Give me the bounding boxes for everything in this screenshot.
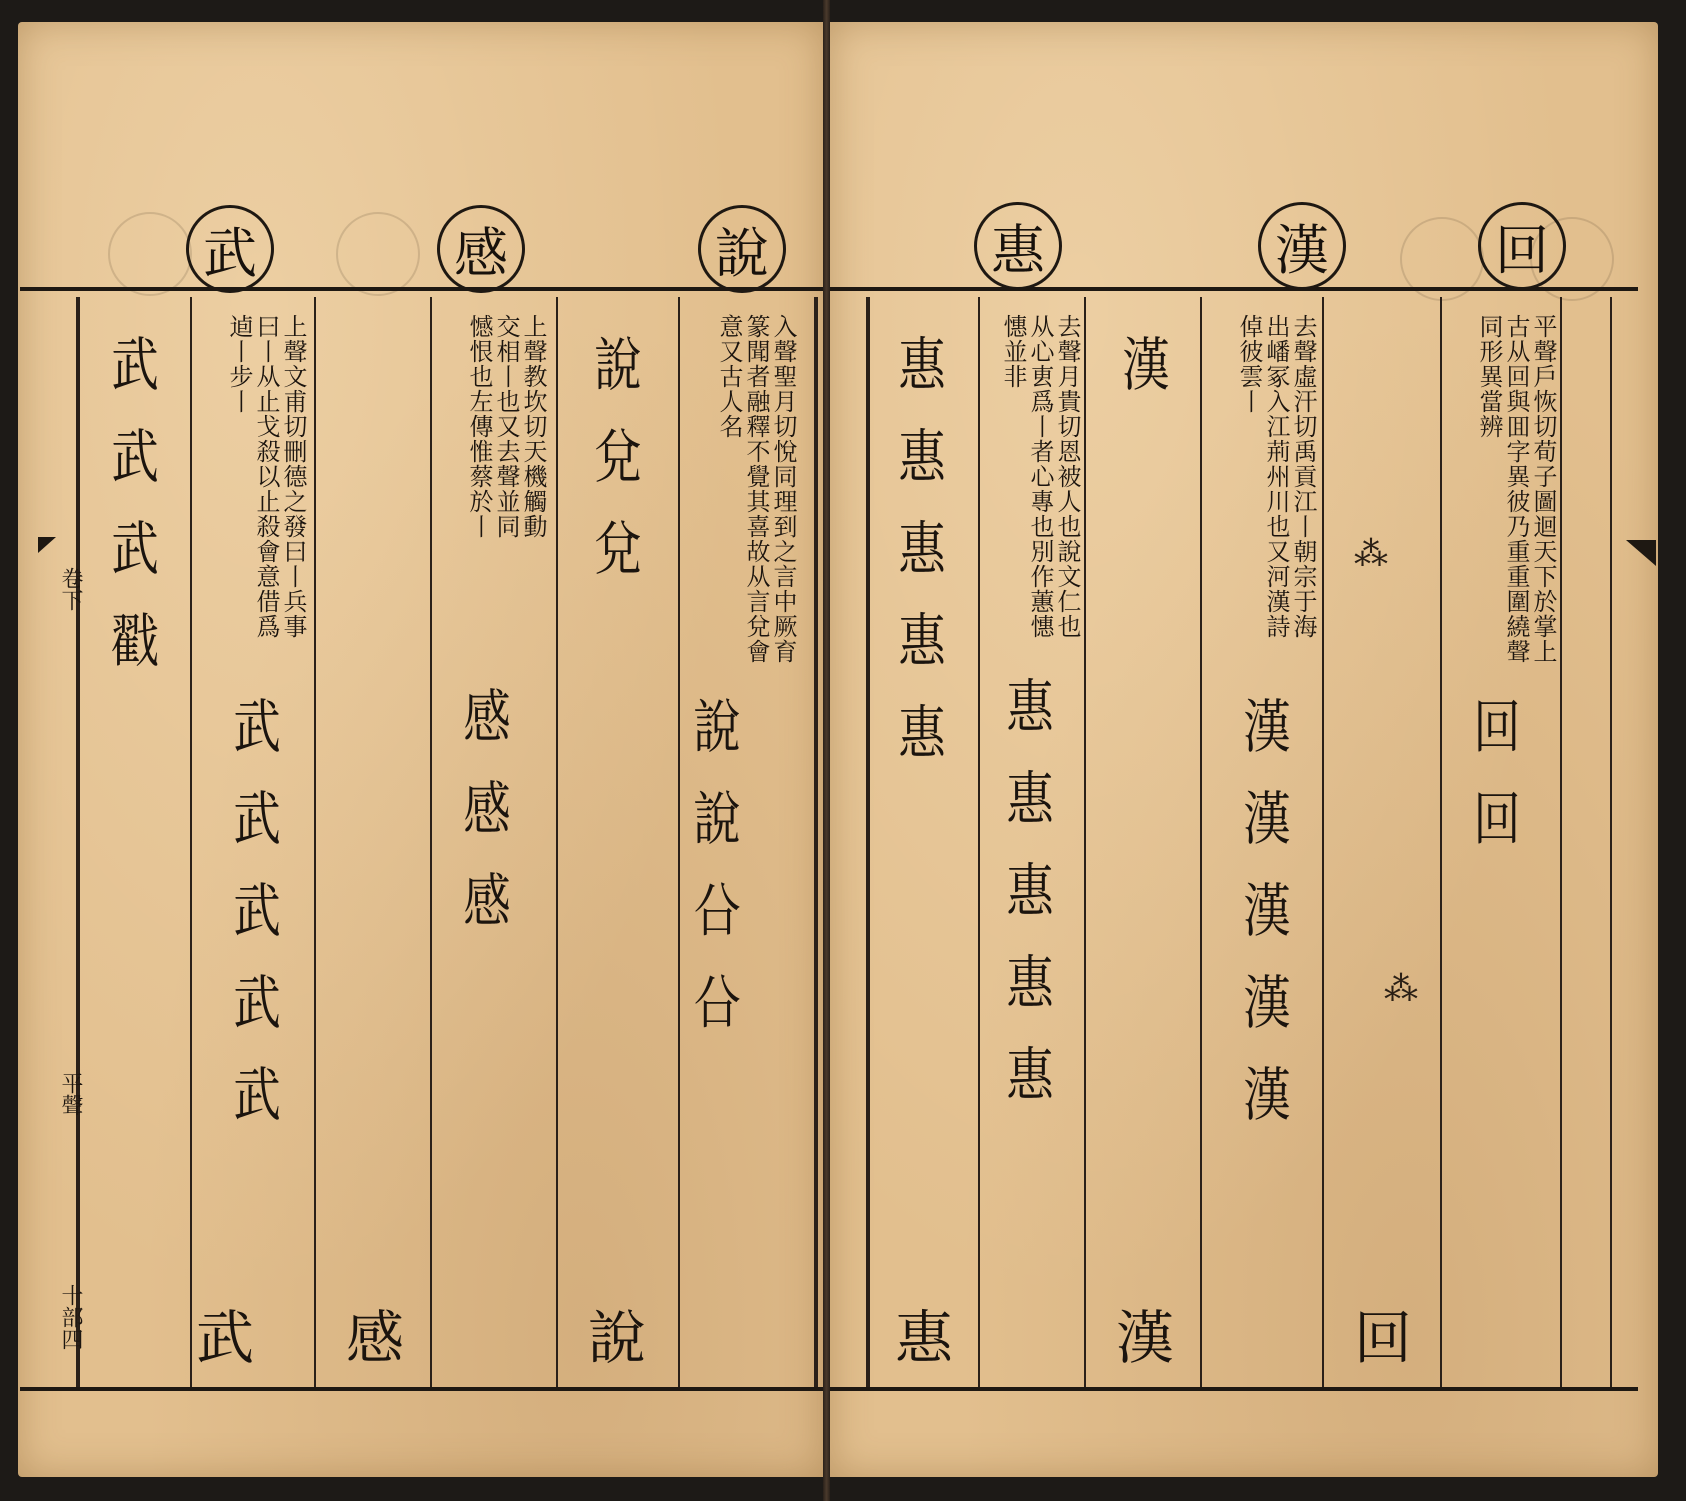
entry-column [1202, 314, 1320, 1381]
bottom-rule [20, 1387, 823, 1391]
seal-glyph: 戳 [111, 607, 159, 675]
seal-variants [578, 332, 658, 582]
seal-glyph: 惠 [898, 331, 946, 399]
bottom-rule [830, 1387, 1638, 1391]
seal-glyph: 武 [233, 693, 281, 761]
heading-circle-hui-return: 回 [1478, 202, 1566, 290]
seal-glyph: 武 [233, 877, 281, 945]
folio-juan: 卷下 [58, 567, 83, 611]
seal-glyph: 說 [693, 693, 741, 761]
seal-glyph: 武 [233, 785, 281, 853]
tail-seal-glyph: 感 [345, 1304, 404, 1372]
seal-glyph: 惠 [898, 699, 946, 767]
seal-glyph: 惠 [1006, 765, 1054, 833]
entry-column [980, 314, 1084, 1381]
seal-glyph: 武 [233, 1061, 281, 1129]
seal-glyph: 說 [594, 331, 642, 399]
heading-circle-wu: 武 [186, 205, 274, 293]
bleed-through-circle [336, 212, 420, 296]
tail-seal-glyph: 漢 [1115, 1304, 1174, 1372]
seal-glyph: 惠 [1006, 1041, 1054, 1109]
annotation-text: 去聲月貴切恩被人也說文仁也从心叀爲丨者心專也別作蕙憓憓並非 [999, 314, 1081, 639]
seal-glyph: 武 [111, 331, 159, 399]
ink-smudge: ⁂ [1384, 969, 1418, 1009]
seal-glyph: 漢 [1243, 969, 1291, 1037]
seal-glyph: 惠 [1006, 949, 1054, 1017]
ink-smudge: ⁂ [1354, 534, 1388, 574]
entry-column [682, 314, 800, 1381]
tail-seal-glyph: 回 [1353, 1304, 1412, 1372]
seal-glyph: 漢 [1243, 785, 1291, 853]
seal-glyph: 漢 [1243, 693, 1291, 761]
seal-variants [442, 684, 532, 934]
entry-column [1324, 314, 1442, 1381]
column-rule [814, 297, 818, 1387]
seal-glyph: 漢 [1243, 1061, 1291, 1129]
entry-column [870, 314, 978, 1381]
left-page [18, 22, 823, 1477]
tail-seal-glyph: 說 [587, 1304, 646, 1372]
top-rule [830, 287, 1638, 291]
seal-glyph: 感 [463, 683, 511, 751]
column-rule [678, 297, 680, 1387]
seal-glyph: 武 [111, 515, 159, 583]
seal-variants [1452, 694, 1542, 852]
seal-variants [990, 674, 1070, 1108]
seal-glyph: 惠 [1006, 673, 1054, 741]
seal-glyph: 㕣 [693, 969, 741, 1037]
tail-seal-glyph: 惠 [894, 1304, 953, 1372]
right-page [830, 22, 1658, 1477]
fishtail-mark [1626, 540, 1656, 566]
heading-circle-gan: 感 [437, 205, 525, 293]
fishtail-mark [38, 537, 56, 553]
annotation-text: 上聲文甫切刪德之發曰丨兵事曰丨从止戈殺以止殺會意借爲逌丨步丨 [225, 314, 307, 639]
tail-seal-glyph: 武 [195, 1304, 254, 1372]
seal-glyph: 㕣 [693, 877, 741, 945]
annotation-text: 平聲戶恢切荀子圖迴天下於掌上古从回與囬字異彼乃重重圍繞聲同形異當辨 [1475, 314, 1557, 664]
seal-glyph: 武 [233, 969, 281, 1037]
folio-section: 平聲 [58, 1072, 83, 1116]
entry-column [1086, 314, 1204, 1381]
entry-column [1442, 314, 1560, 1381]
seal-variants [882, 332, 962, 766]
seal-glyph: 惠 [898, 515, 946, 583]
entry-column [80, 314, 254, 1381]
heading-circle-shuo: 說 [698, 205, 786, 293]
seal-glyph: 感 [463, 775, 511, 843]
annotation-text: 入聲聖月切悅同理到之言中厥育篆聞者融釋不覺其喜故从言兌會意又古人名 [715, 314, 797, 664]
bleed-through-circle [108, 212, 192, 296]
column-rule [1560, 297, 1562, 1387]
entry-column [432, 314, 550, 1381]
seal-glyph: 兌 [594, 423, 642, 491]
seal-variants [1222, 694, 1312, 1128]
heading-circle-han: 漢 [1258, 202, 1346, 290]
entry-column [316, 314, 434, 1381]
seal-glyph: 回 [1473, 693, 1521, 761]
entry-column [558, 314, 676, 1381]
seal-glyph: 惠 [1006, 857, 1054, 925]
seal-variants [1106, 332, 1186, 398]
book-spine [823, 0, 830, 1501]
annotation-text: 上聲教坎切天機觸動交相丨也又去聲並同憾恨也左傳惟蔡於丨 [465, 314, 547, 539]
seal-glyph: 漢 [1122, 331, 1170, 399]
seal-glyph: 回 [1473, 785, 1521, 853]
entry-column [192, 314, 310, 1381]
annotation-text: 去聲虛汗切禹貢江丨朝宗于海出嶓冢入江荊州川也又河漢詩倬彼雲丨 [1235, 314, 1317, 639]
seal-glyph: 感 [463, 867, 511, 935]
seal-glyph: 惠 [898, 423, 946, 491]
column-rule [1610, 297, 1612, 1387]
seal-glyph: 說 [693, 785, 741, 853]
seal-glyph: 武 [111, 423, 159, 491]
seal-variants [90, 332, 180, 674]
folio-page-number: 十部四 [58, 1284, 83, 1350]
seal-glyph: 漢 [1243, 877, 1291, 945]
heading-circle-hui: 惠 [974, 202, 1062, 290]
seal-variants [682, 694, 752, 1036]
seal-glyph: 惠 [898, 607, 946, 675]
top-rule [20, 287, 823, 291]
seal-glyph: 兌 [594, 515, 642, 583]
seal-variants [212, 694, 302, 1128]
